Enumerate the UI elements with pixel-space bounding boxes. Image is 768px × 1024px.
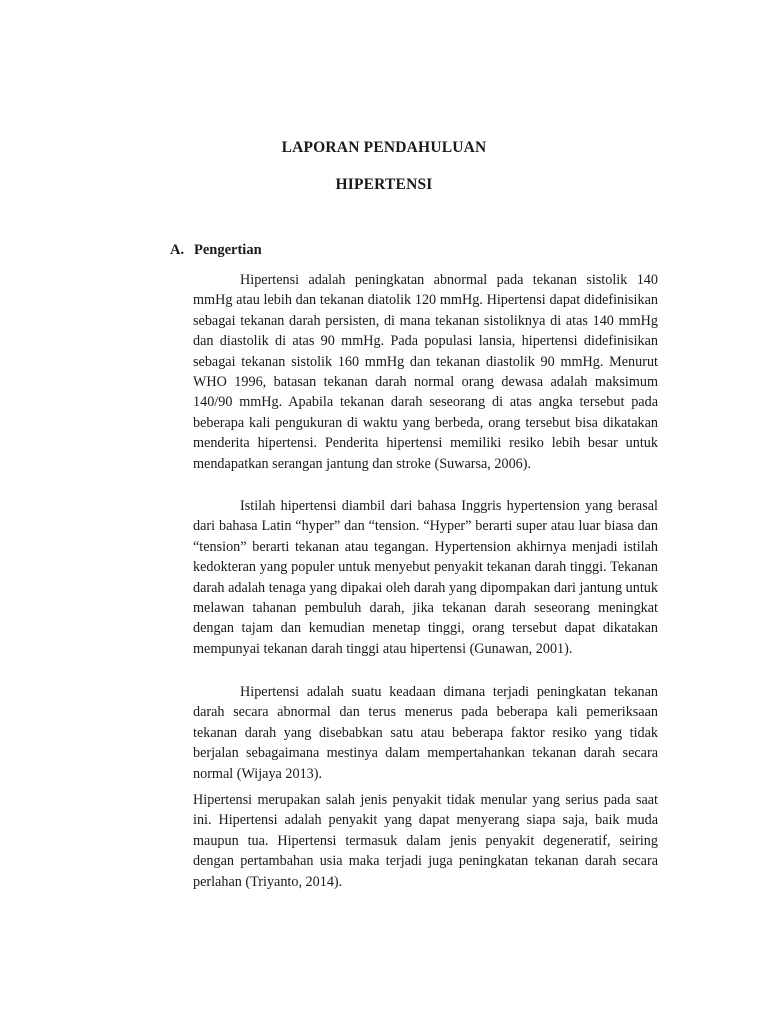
paragraph-2	[193, 496, 658, 659]
paragraph-text: Hipertensi merupakan salah jenis penyakit tidak menular yang serius pada saat ini. Hipertensi adalah penyakit yang dapat menyerang siapa saja, baik muda maupun tua. Hipertensi termasuk dalam jenis penyakit degeneratif, seiring dengan pertambahan usia maka terjadi juga peningkatan tekanan darah secara perlahan (Triyanto, 2014).	[193, 792, 658, 890]
paragraph-text: Hipertensi adalah peningkatan abnormal pada tekanan sistolik 140 mmHg atau lebih dan tekanan diatolik 120 mmHg. Hipertensi dapat didefinisikan sebagai tekanan darah persisten, di mana tekanan sistoliknya di atas 140 mmHg dan diastolik di atas 90 mmHg. Pada populasi lansia, hipertensi didefinisikan sebagai tekanan sistolik 160 mmHg dan tekanan diastolik 90 mmHg. Menurut WHO 1996, batasan tekanan darah normal orang dewasa adalah maksimum 140/90 mmHg. Apabila tekanan darah seseorang di atas angka tersebut pada beberapa kali pengukuran di waktu yang berbeda, orang tersebut bisa dikatakan menderita hipertensi. Penderita hipertensi memiliki resiko lebih besar untuk mendapatkan serangan jantung dan stroke (Suwarsa, 2006).	[193, 272, 658, 472]
paragraph-3	[193, 682, 658, 784]
document-title: LAPORAN PENDAHULUAN	[281, 139, 487, 156]
paragraph-text: Hipertensi adalah suatu keadaan dimana terjadi peningkatan tekanan darah secara abnormal dan terus menerus pada beberapa kali pemeriksaan tekanan darah yang disebabkan satu atau beberapa faktor resiko yang tidak berjalan sebagaimana mestinya dalam mempertahankan tekanan darah secara normal (Wijaya 2013).	[193, 684, 658, 782]
section-heading	[170, 242, 262, 259]
section-heading-text: Pengertian	[194, 242, 262, 258]
paragraph-4	[193, 790, 658, 892]
document-subtitle: HIPERTENSI	[335, 176, 433, 193]
section-letter: A.	[170, 242, 185, 258]
paragraph-1	[193, 270, 658, 474]
paragraph-text: Istilah hipertensi diambil dari bahasa Inggris hypertension yang berasal dari bahasa Latin “hyper” dan “tension. “Hyper” berarti super atau luar biasa dan “tension” berarti tekanan atau tegangan. Hypertension akhirnya menjadi istilah kedokteran yang populer untuk menyebut penyakit tekanan darah tinggi. Tekanan darah adalah tenaga yang dipakai oleh darah yang dipompakan dari jantung untuk melawan tahanan pembuluh darah, jika tekanan darah seseorang meningkat dengan tajam dan kemudian menetap tinggi, orang tersebut dapat dikatakan mempunyai tekanan darah tinggi atau hipertensi (Gunawan, 2001).	[193, 498, 658, 657]
